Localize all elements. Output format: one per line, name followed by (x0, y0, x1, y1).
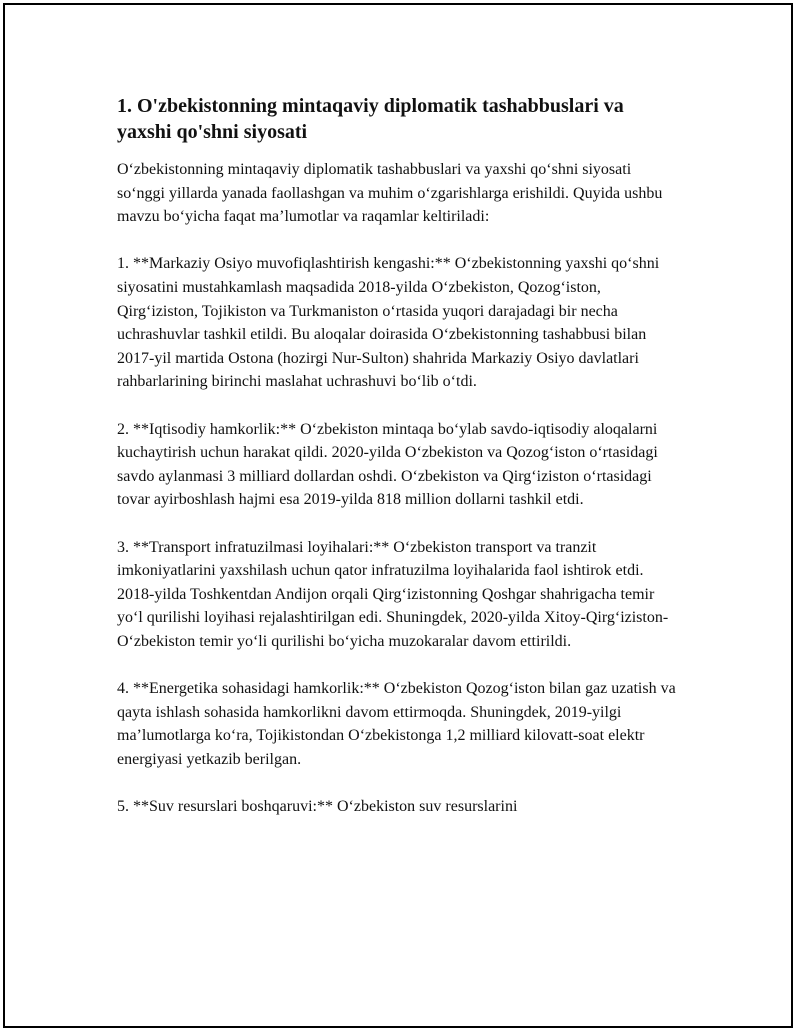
paragraph-water-resources: 5. **Suv resurslari boshqaruvi:** O‘zbekiston suv resurslarini (117, 798, 518, 816)
paragraph-economic-cooperation: 2. **Iqtisodiy hamkorlik:** O‘zbekiston mintaqa bo‘ylab savdo-iqtisodiy aloqalarni kuchaytirish uchun harakat qildi. 2020-yilda O‘zbekiston va Qozog‘iston o‘rtasidagi savdo aylanmasi 3 milliard dollardan oshdi. O‘zbekiston va Qirg‘iziston o‘rtasidagi tovar ayirboshlash hajmi esa 2019-yilda 818 million dollarni tashkil etdi. (117, 420, 658, 509)
paragraph-transport-infrastructure: 3. **Transport infratuzilmasi loyihalari:** O‘zbekiston transport va tranzit imkoniyatlarini yaxshilash uchun qator infratuzilma loyihalarida faol ishtirok etdi. 2018-yilda Toshkentdan Andijon orqali Qirg‘izistonning Qoshgar shahrigacha temir yo‘l qurilishi loyihasi rejalashtirilgan edi. Shuningdek, 2020-yilda Xitoy-Qirg‘iziston-O‘zbekiston temir yo‘li qurilishi bo‘yicha muzokaralar davom ettirildi. (117, 538, 669, 650)
paragraph-energy-cooperation: 4. **Energetika sohasidagi hamkorlik:** O‘zbekiston Qozog‘iston bilan gaz uzatish va qayta ishlash sohasida hamkorlikni davom ettirmoqda. Shuningdek, 2019-yilgi ma’lumotlarga ko‘ra, Tojikistondan O‘zbekistonga 1,2 milliard kilovatt-soat elektr energiyasi yetkazib berilgan. (117, 680, 676, 768)
intro-paragraph: O‘zbekistonning mintaqaviy diplomatik tashabbuslari va yaxshi qo‘shni siyosati so‘nggi yillarda yanada faollashgan va muhim o‘zgarishlarga erishildi. Quyida ushbu mavzu bo‘yicha faqat ma’lumotlar va raqamlar keltiriladi: (117, 161, 663, 226)
section-heading: 1. O'zbekistonning mintaqaviy diplomatik tashabbuslari va yaxshi qo'shni siyosati (117, 95, 624, 143)
document-body (117, 93, 682, 819)
paragraph-central-asia-council: 1. **Markaziy Osiyo muvofiqlashtirish kengashi:** O‘zbekistonning yaxshi qo‘shni siyosatini mustahkamlash maqsadida 2018-yilda O‘zbekiston, Qozog‘iston, Qirg‘iziston, Tojikiston va Turkmaniston o‘rtasida yuqori darajadagi bir necha uchrashuvlar tashkil etildi. Bu aloqalar doirasida O‘zbekistonning tashabbusi bilan 2017-yil martida Ostona (hozirgi Nur-Sulton) shahrida Markaziy Osiyo davlatlari rahbarlarining birinchi maslahat uchrashuvi bo‘lib o‘tdi. (117, 255, 660, 391)
